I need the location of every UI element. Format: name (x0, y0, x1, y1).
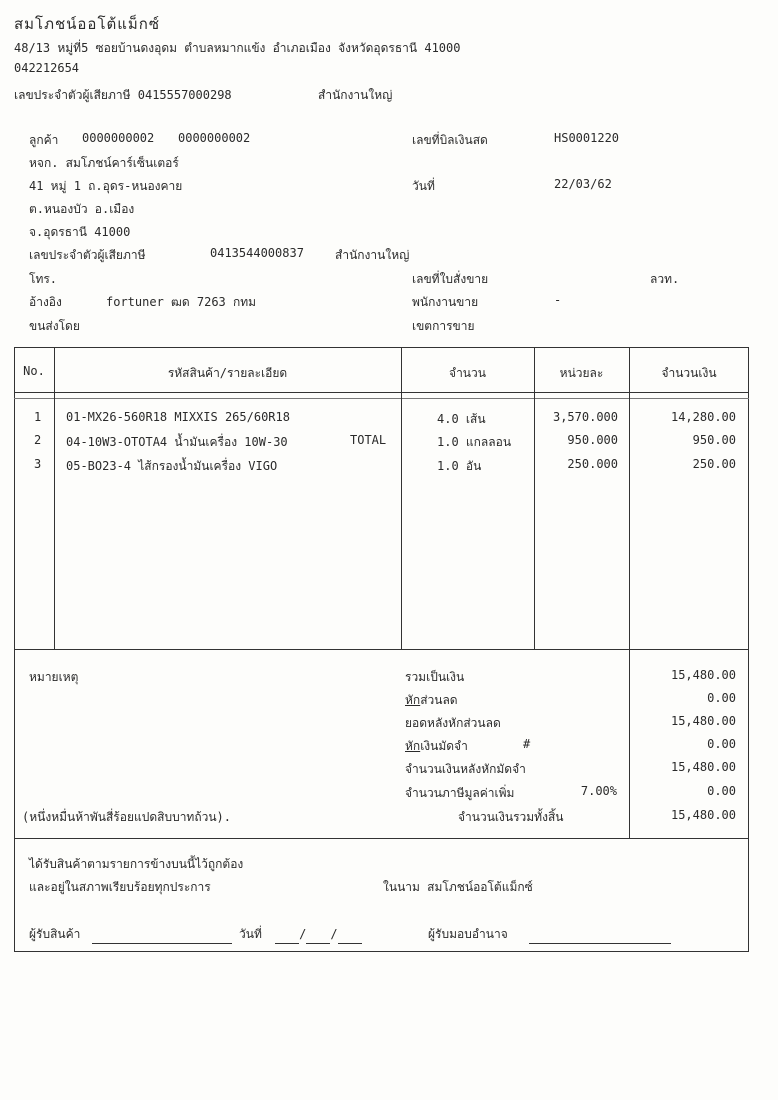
deposit-mark: # (523, 737, 531, 751)
discount-label (405, 691, 458, 710)
date-year-blank[interactable] (338, 931, 362, 944)
row-2-extra: TOTAL (350, 433, 387, 447)
row-2-unit-price: 950.000 (567, 433, 618, 447)
customer-tax-id: 0413544000837 (210, 246, 304, 260)
after-deposit-value: 15,480.00 (670, 760, 736, 774)
subtotal-label: รวมเป็นเงิน (405, 670, 465, 684)
subtotal-value: 15,480.00 (670, 668, 736, 682)
customer-code-2: 0000000002 (178, 131, 251, 145)
header-amount: จำนวนเงิน (661, 366, 717, 380)
date-label: วันที่ (412, 179, 435, 193)
customer-tax-label: เลขประจำตัวผู้เสียภาษี (29, 248, 146, 262)
vat-label: จำนวนภาษีมูลค่าเพิ่ม (405, 786, 515, 800)
receiver-signature-line (29, 925, 232, 944)
row-3-no: 3 (34, 457, 42, 471)
row-2-amount: 950.00 (692, 433, 736, 447)
row-1-no: 1 (34, 410, 42, 424)
table-header-underline (14, 398, 749, 399)
phone-label: โทร. (29, 272, 58, 286)
reference-label: อ้างอิง (29, 295, 62, 309)
footer-divider (14, 838, 749, 839)
col-line-desc (401, 347, 402, 649)
row-3-unit-price: 250.000 (567, 457, 618, 471)
company-phone: 042212654 (14, 61, 80, 75)
customer-address-3: จ.อุดรธานี 41000 (29, 225, 131, 239)
confirm-text-1: ได้รับสินค้าตามรายการข้างบนนี้ไว้ถูกต้อง (29, 857, 244, 871)
row-1-amount: 14,280.00 (670, 410, 736, 424)
deposit-label (405, 737, 468, 756)
row-3-amount: 250.00 (692, 457, 736, 471)
date-month-blank[interactable] (306, 931, 330, 944)
discount-value: 0.00 (707, 691, 736, 705)
company-tax-id: เลขประจำตัวผู้เสียภาษี 0415557000298 (14, 88, 232, 102)
customer-code-1: 0000000002 (82, 131, 155, 145)
after-deposit-label: จำนวนเงินหลังหักมัดจำ (405, 762, 526, 776)
order-suffix: ลวท. (650, 272, 680, 286)
receive-date-line (239, 925, 362, 944)
confirm-text-2: และอยู่ในสภาพเรียบร้อยทุกประการ (29, 880, 211, 894)
header-no: No. (23, 364, 45, 378)
reference-value: fortuner ฒด 7263 กทม (106, 295, 257, 309)
bill-number: HS0001220 (554, 131, 620, 145)
summary-divider (14, 649, 749, 650)
row-2-code: 04-10W3-OTOTA4 น้ำมันเครื่อง 10W-30 (66, 435, 288, 449)
customer-name: หจก. สมโภชน์คาร์เซ็นเตอร์ (29, 156, 179, 170)
deduct-prefix: หัก (405, 693, 421, 707)
table-header-divider (14, 392, 749, 393)
receiver-label: ผู้รับสินค้า (29, 927, 81, 941)
col-line-no (54, 347, 55, 649)
date-day-blank[interactable] (275, 931, 299, 944)
row-2-no: 2 (34, 433, 42, 447)
customer-branch: สำนักงานใหญ่ (335, 248, 410, 262)
deduct-prefix: หัก (405, 739, 421, 753)
authorized-signature-line (428, 925, 671, 944)
order-number-label: เลขที่ใบสั่งขาย (412, 272, 489, 286)
col-line-qty (534, 347, 535, 649)
row-1-qty: 4.0 เส้น (437, 412, 486, 426)
discount-text: ส่วนลด (420, 693, 458, 707)
vat-value: 0.00 (707, 784, 736, 798)
on-behalf-text: ในนาม สมโภชน์ออโต้แม็กซ์ (383, 880, 533, 894)
row-3-qty: 1.0 อัน (437, 459, 482, 473)
row-2-qty: 1.0 แกลลอน (437, 435, 512, 449)
company-branch: สำนักงานใหญ่ (318, 88, 393, 102)
header-description: รหัสสินค้า/รายละเอียด (167, 366, 288, 380)
customer-address-1: 41 หมู่ 1 ถ.อุดร-หนองคาย (29, 179, 183, 193)
salesperson-value: - (554, 293, 562, 307)
deposit-value: 0.00 (707, 737, 736, 751)
row-1-unit-price: 3,570.000 (552, 410, 618, 424)
date-value: 22/03/62 (554, 177, 612, 191)
company-name: สมโภชน์ออโต้แม็กซ์ (14, 15, 161, 33)
vat-rate: 7.00% (580, 784, 617, 798)
customer-address-2: ต.หนองบัว อ.เมือง (29, 202, 135, 216)
grand-total-label: จำนวนเงินรวมทั้งสิ้น (458, 810, 564, 824)
receive-date-label: วันที่ (239, 927, 262, 941)
header-quantity: จำนวน (449, 366, 486, 380)
authorized-label: ผู้รับมอบอำนาจ (428, 927, 508, 941)
grand-total-value: 15,480.00 (670, 808, 736, 822)
deposit-text: เงินมัดจำ (420, 739, 468, 753)
company-address: 48/13 หมู่ที่5 ซอยบ้านดงอุดม ตำบลหมากแข้ง อำเภอเมือง จังหวัดอุดรธานี 41000 (14, 41, 461, 55)
remark-label: หมายเหตุ (29, 670, 79, 684)
bill-number-label: เลขที่บิลเงินสด (412, 133, 488, 147)
date-separator: / (299, 927, 307, 941)
after-discount-label: ยอดหลังหักส่วนลด (405, 716, 501, 730)
salesperson-label: พนักงานขาย (412, 295, 479, 309)
row-3-code: 05-BO23-4 ไส้กรองน้ำมันเครื่อง VIGO (66, 459, 278, 473)
amount-in-words: (หนึ่งหมื่นห้าพันสี่ร้อยแปดสิบบาทถ้วน). (22, 810, 231, 824)
authorized-signature-blank[interactable] (529, 931, 671, 944)
receiver-signature-blank[interactable] (92, 931, 232, 944)
row-1-code: 01-MX26-560R18 MIXXIS 265/60R18 (66, 410, 290, 424)
after-discount-value: 15,480.00 (670, 714, 736, 728)
sales-area-label: เขตการขาย (412, 319, 475, 333)
customer-label: ลูกค้า (29, 133, 59, 147)
date-separator: / (330, 927, 338, 941)
shipping-label: ขนส่งโดย (29, 319, 80, 333)
header-unit-price: หน่วยละ (559, 366, 604, 380)
